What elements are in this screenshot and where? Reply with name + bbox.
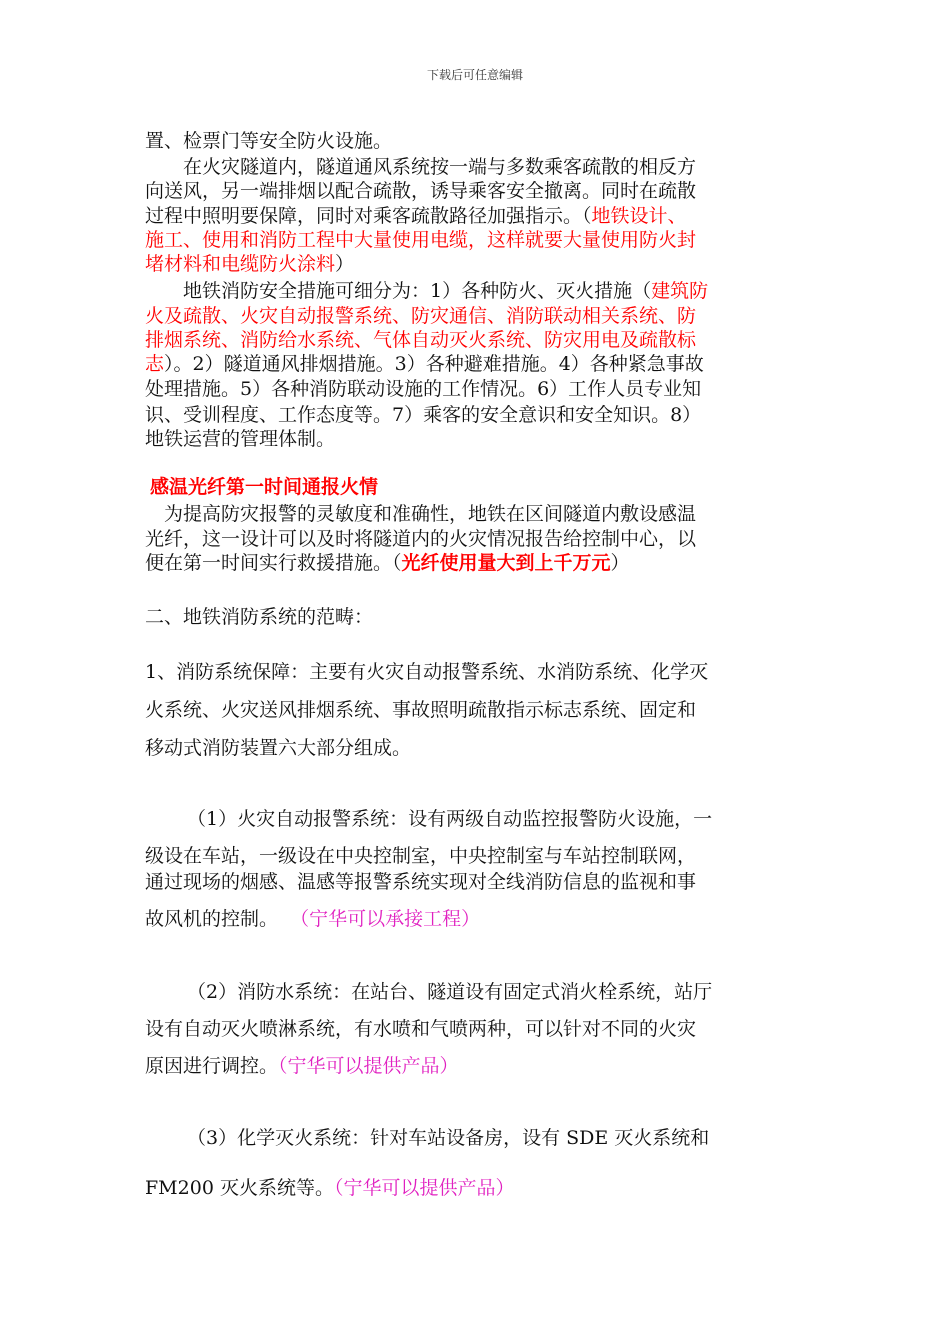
text-segment: 原因进行调控。 [145, 1055, 279, 1077]
highlight-note: 排烟系统、消防给水系统、气体自动灭火系统、防灾用电及疏散标 [145, 329, 697, 351]
text-segment: ） [610, 552, 630, 574]
text-line: 级设在车站，一级设在中央控制室，中央控制室与车站控制联网， [145, 845, 697, 867]
text-line: 向送风，另一端排烟以配合疏散，诱导乘客安全撤离。同时在疏散 [145, 180, 697, 202]
text-line: 光纤，这一设计可以及时将隧道内的火灾情况报告给控制中心，以 [145, 528, 697, 550]
text-line: 火系统、火灾送风排烟系统、事故照明疏散指示标志系统、固定和 [145, 699, 697, 721]
page-header: 下载后可任意编辑 [426, 68, 523, 82]
highlight-note: 堵材料和电缆防火涂料 [145, 253, 336, 275]
text-line: 地铁运营的管理体制。 [145, 428, 336, 450]
section-heading: 感温光纤第一时间通报火情 [150, 476, 379, 498]
highlight-note: 施工、使用和消防工程中大量使用电缆，这样就要大量使用防火封 [145, 229, 697, 251]
text-segment: ） [335, 253, 355, 275]
highlight-note: （宁华可以提供产品） [333, 1177, 515, 1199]
highlight-note: 地铁设计、 [591, 205, 687, 227]
text-line [145, 349, 810, 376]
text-segment: FM200 灭火系统等。 [145, 1177, 334, 1199]
text-line: 1、消防系统保障：主要有火灾自动报警系统、水消防系统、化学灭 [145, 661, 709, 683]
highlight-note: （宁华可以承接工程） [290, 908, 481, 930]
text-segment: 便在第一时间实行救援措施。（ [145, 552, 402, 574]
text-line: 移动式消防装置六大部分组成。 [145, 737, 412, 759]
text-line: （1）火灾自动报警系统：设有两级自动监控报警防火设施，一 [187, 808, 713, 830]
text-line [145, 1051, 810, 1078]
text-line: 在火灾隧道内，隧道通风系统按一端与多数乘客疏散的相反方 [145, 156, 697, 178]
text-line: 识、受训程度、工作态度等。7）乘客的安全意识和安全知识。8） [145, 404, 702, 426]
text-segment: 过程中照明要保障，同时对乘客疏散路径加强指示。（ [145, 205, 592, 227]
text-segment: 地铁消防安全措施可细分为：1）各种防火、灭火措施（ [145, 280, 652, 302]
text-line [145, 249, 810, 276]
text-line [145, 904, 810, 931]
text-line [145, 548, 810, 575]
text-line: （2）消防水系统：在站台、隧道设有固定式消火栓系统，站厅 [187, 981, 713, 1003]
text-line [145, 276, 810, 303]
highlight-note: （宁华可以提供产品） [278, 1055, 459, 1077]
text-segment: 故风机的控制。 [145, 908, 279, 930]
text-line: 为提高防灾报警的灵敏度和准确性，地铁在区间隧道内敷设感温 [145, 503, 697, 525]
highlight-note: 光纤使用量大到上千万元 [401, 552, 611, 574]
highlight-note: 火及疏散、火灾自动报警系统、防灾通信、消防联动相关系统、防 [145, 305, 697, 327]
text-line: 设有自动灭火喷淋系统，有水喷和气喷两种，可以针对不同的火灾 [145, 1018, 697, 1040]
text-line [145, 1173, 810, 1200]
section-title: 二、地铁消防系统的范畴： [145, 606, 374, 628]
text-line: 置、检票门等安全防火设施。 [145, 130, 393, 152]
text-line: （3）化学灭火系统：针对车站设备房，设有 SDE 灭火系统和 [187, 1127, 710, 1149]
highlight-note: 建筑防 [651, 280, 709, 302]
text-line [145, 201, 810, 228]
text-segment: ）。2）隧道通风排烟措施。3）各种避难措施。4）各种紧急事故 [164, 353, 704, 375]
text-line: 通过现场的烟感、温感等报警系统实现对全线消防信息的监视和事 [145, 871, 697, 893]
highlight-note: 志 [145, 353, 165, 375]
text-line: 处理措施。5）各种消防联动设施的工作情况。6）工作人员专业知 [145, 378, 702, 400]
